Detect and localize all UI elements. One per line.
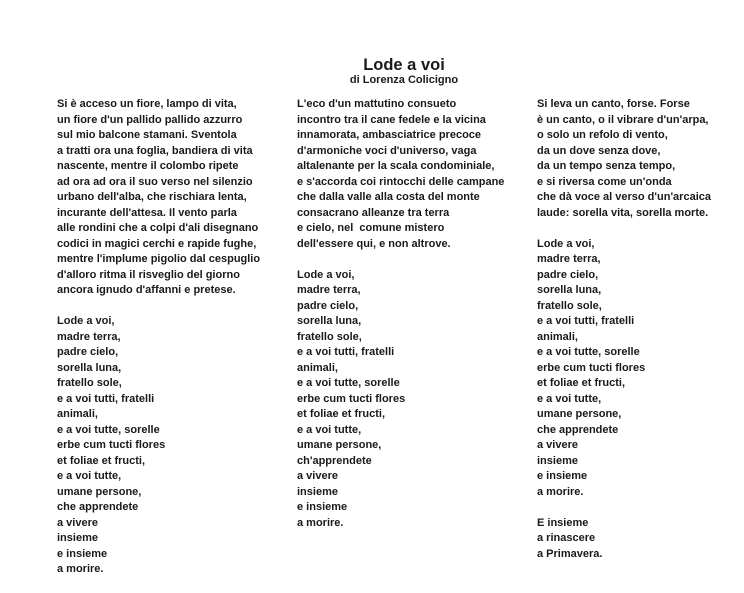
verse-line: a morire. [537,485,584,498]
verse-line: madre terra, [57,330,121,343]
verse-line: a vivere [297,470,338,482]
verse-line: e a voi tutti, fratelli [537,315,635,327]
verse-line: padre cielo, [297,299,359,312]
verse-line: E insieme [537,516,589,529]
verse-line: animali, [57,408,98,420]
verse-line: e insieme [57,547,108,560]
stanza [537,97,711,221]
verse-line: è un canto, o il vibrare d'un'arpa, [537,113,709,126]
verse-line: e a voi tutte, sorelle [297,377,400,389]
verse-line: a vivere [57,516,98,529]
verse-line: et foliae et fructi, [537,377,626,389]
verse-line: ch'apprendete [297,454,372,467]
verse-line: da un tempo senza tempo, [537,160,676,172]
verse-line: e insieme [537,470,588,482]
verse-line: a morire. [57,563,104,575]
verse-line: e a voi tutti, fratelli [297,346,395,358]
verse-line: altalenante per la scala condominiale, [297,160,495,172]
verse-line: erbe cum tucti flores [537,361,646,374]
verse-line: sorella luna, [537,284,602,296]
verse-line: erbe cum tucti flores [57,439,166,451]
verse-line: madre terra, [297,284,361,296]
verse-line: mentre l'implume pigolio dal cespuglio [57,253,261,265]
verse-line: dell'essere qui, e non altrove. [297,237,451,250]
verse-line: e si riversa come un'onda [537,175,672,188]
verse-line: e a voi tutte, [57,470,122,482]
verse-line: consacrano alleanze tra terra [297,206,450,219]
verse-line: fratello sole, [297,330,362,343]
verse-line: a rinascere [537,532,596,544]
verse-line: insieme [297,485,338,498]
verse-line: erbe cum tucti flores [297,392,406,405]
verse-line: fratello sole, [57,377,122,389]
verse-line: sul mio balcone stamani. Sventola [57,129,237,141]
verse-line: che dalla valle alla costa del monte [297,191,480,203]
stanza [297,97,504,252]
verse-line: animali, [537,330,578,343]
verse-line: d'alloro ritma il risveglio del giorno [57,268,240,281]
verse-line: un fiore d'un pallido pallido azzurro [57,113,243,126]
verse-line: a morire. [297,516,344,529]
verse-line: umane persone, [57,485,142,498]
verse-line: sorella luna, [297,315,362,327]
verse-line: Lode a voi, [57,315,115,327]
verse-line: codici in magici cerchi e rapide fughe, [57,237,257,250]
verse-line: a tratti ora una foglia, bandiera di vita [57,144,253,157]
verse-line: laude: sorella vita, sorella morte. [537,206,709,219]
stanza [537,237,711,501]
verse-line: sorella luna, [57,361,122,374]
verse-line: madre terra, [537,253,601,265]
verse-line: da un dove senza dove, [537,144,661,157]
verse-line: e a voi tutte, sorelle [537,346,640,358]
stanza [297,268,504,532]
verse-line: o solo un refolo di vento, [537,129,668,141]
poem-column-1 [57,97,260,593]
verse-line: e a voi tutte, [297,423,362,436]
verse-line: incurante dell'attesa. Il vento parla [57,206,237,219]
verse-line: umane persone, [297,439,382,451]
verse-line: e a voi tutte, [537,392,602,405]
verse-line: animali, [297,361,338,374]
verse-line: fratello sole, [537,299,602,312]
verse-line: insieme [537,454,578,467]
verse-line: a vivere [537,439,578,451]
verse-line: e s'accorda coi rintocchi delle campane [297,175,505,188]
stanza [537,516,711,563]
verse-line: Si è acceso un fiore, lampo di vita, [57,98,237,110]
verse-line: che apprendete [57,501,139,513]
verse-line: Lode a voi, [537,237,595,250]
verse-line: incontro tra il cane fedele e la vicina [297,113,486,126]
verse-line: umane persone, [537,408,622,420]
verse-line: ancora ignudo d'affanni e pretese. [57,284,236,296]
verse-line: e a voi tutte, sorelle [57,423,160,436]
verse-line: che dà voce al verso d'un'arcaica [537,191,711,203]
poem-column-2 [297,97,504,547]
verse-line: nascente, mentre il colombo ripete [57,160,239,172]
verse-line: urbano dell'alba, che rischiara lenta, [57,191,247,203]
verse-line: et foliae et fructi, [297,408,386,420]
verse-line: e cielo, nel comune mistero [297,222,445,234]
verse-line: insieme [57,532,98,544]
verse-line: innamorata, ambasciatrice precoce [297,129,482,141]
verse-line: che apprendete [537,423,619,436]
verse-line: padre cielo, [537,268,599,281]
stanza [57,97,260,299]
verse-line: ad ora ad ora il suo verso nel silenzio [57,175,253,188]
verse-line: et foliae et fructi, [57,454,146,467]
verse-line: Si leva un canto, forse. Forse [537,98,690,110]
poem-column-3 [537,97,711,578]
verse-line: a Primavera. [537,547,603,560]
stanza [57,314,260,578]
verse-line: padre cielo, [57,346,119,358]
verse-line: alle rondini che a colpi d'ali disegnano [57,222,259,234]
verse-line: Lode a voi, [297,268,355,281]
verse-line: d'armoniche voci d'universo, vaga [297,144,477,157]
poem-title: Lode a voi [363,56,445,74]
verse-line: L'eco d'un mattutino consueto [297,98,457,110]
verse-line: e a voi tutti, fratelli [57,392,155,405]
poem-author: di Lorenza Colicigno [349,74,459,86]
verse-line: e insieme [297,501,348,513]
